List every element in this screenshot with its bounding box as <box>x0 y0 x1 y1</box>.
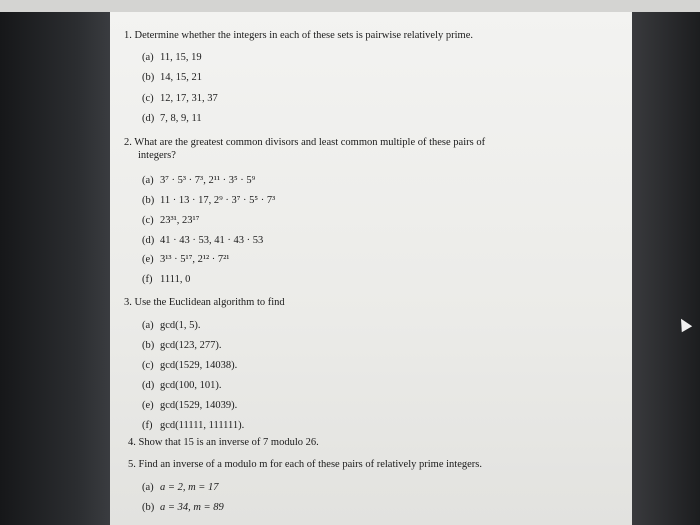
question-2-prompt-cont: integers? <box>138 150 176 161</box>
question-2-prompt: 2. What are the greatest common divisors and least common multiple of these pairs of <box>124 137 486 148</box>
question-4-prompt: 4. Show that 15 is an inverse of 7 modulo 26. <box>128 437 319 448</box>
question-2-part-a: (a) 3⁷ · 5³ · 7³, 2¹¹ · 3⁵ · 5⁹ <box>142 175 256 186</box>
question-1-part-d: (d) 7, 8, 9, 11 <box>142 113 202 124</box>
question-3-part-e: (e) gcd(1529, 14039). <box>142 400 238 411</box>
question-5-part-b: (b) a = 34, m = 89 <box>142 502 224 513</box>
question-1-part-c: (c) 12, 17, 31, 37 <box>142 93 218 104</box>
question-1-part-a: (a) 11, 15, 19 <box>142 52 202 63</box>
question-2-part-f: (f) 1111, 0 <box>142 274 191 285</box>
question-3-part-d: (d) gcd(100, 101). <box>142 380 222 391</box>
question-3-part-a: (a) gcd(1, 5). <box>142 320 201 331</box>
question-3-part-b: (b) gcd(123, 277). <box>142 340 222 351</box>
question-3-part-c: (c) gcd(1529, 14038). <box>142 360 238 371</box>
question-2-part-b: (b) 11 · 13 · 17, 2⁹ · 3⁷ · 5⁵ · 7³ <box>142 195 276 206</box>
background-right <box>630 0 700 525</box>
question-1-prompt: 1. Determine whether the integers in each of these sets is pairwise relatively prime. <box>124 30 474 41</box>
top-strip <box>0 0 700 12</box>
question-3-prompt: 3. Use the Euclidean algorithm to find <box>124 297 285 308</box>
background-left <box>0 0 110 525</box>
question-5-prompt: 5. Find an inverse of a modulo m for each of these pairs of relatively prime integers. <box>128 459 482 470</box>
question-2-part-c: (c) 23³¹, 23¹⁷ <box>142 215 200 226</box>
problem-sheet <box>110 12 632 525</box>
question-2-part-e: (e) 3¹³ · 5¹⁷, 2¹² · 7²¹ <box>142 254 230 265</box>
question-1-part-b: (b) 14, 15, 21 <box>142 72 202 83</box>
question-3-part-f: (f) gcd(11111, 111111). <box>142 420 245 431</box>
question-5-part-a: (a) a = 2, m = 17 <box>142 482 219 493</box>
question-2-part-d: (d) 41 · 43 · 53, 41 · 43 · 53 <box>142 235 264 246</box>
